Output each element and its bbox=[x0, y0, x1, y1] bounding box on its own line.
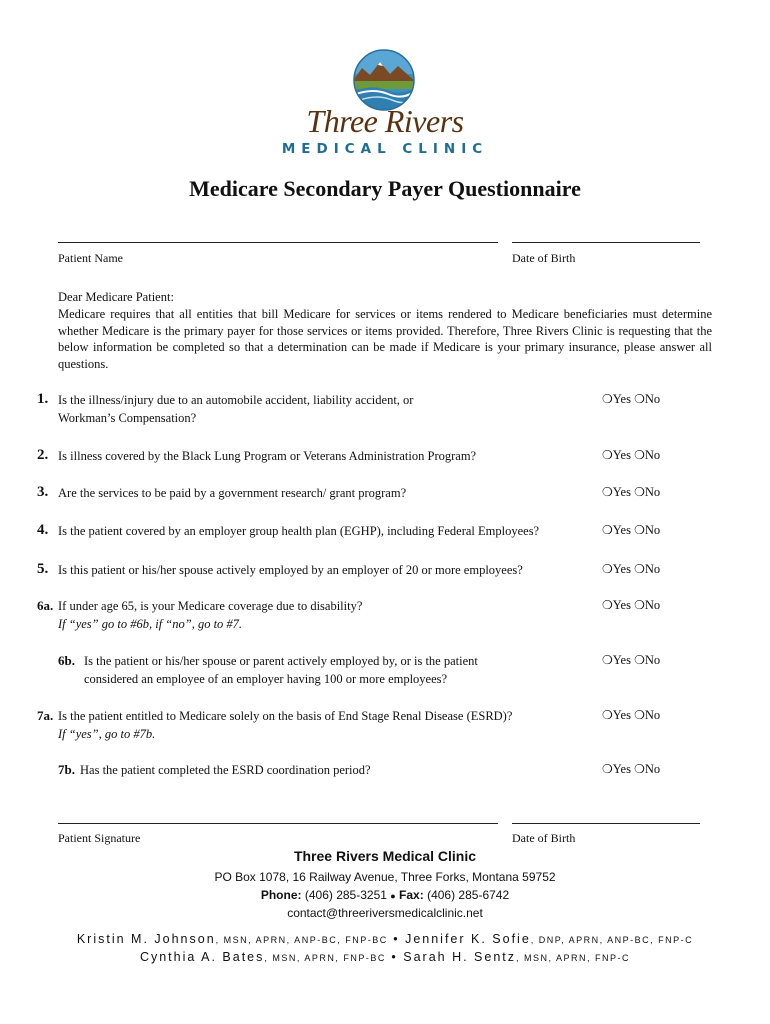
fax-number: (406) 285-6742 bbox=[427, 888, 510, 902]
no-radio[interactable] bbox=[634, 598, 660, 612]
radio-circle-icon: ❍ bbox=[602, 392, 613, 406]
page-title: Medicare Secondary Payer Questionnaire bbox=[189, 176, 581, 201]
question-text bbox=[58, 391, 578, 427]
staff-credentials: , DNP, APRN, ANP-BC, FNP-C bbox=[530, 935, 694, 945]
radio-circle-icon: ❍ bbox=[634, 523, 645, 537]
staff-line-2 bbox=[0, 950, 770, 964]
question-text: Is the patient covered by an employer group health plan (EGHP), including Federal Employees? bbox=[58, 524, 540, 538]
question-number: 7b. bbox=[58, 762, 75, 777]
question-number: 2. bbox=[37, 447, 49, 463]
yes-radio[interactable] bbox=[602, 708, 631, 722]
radio-circle-icon: ❍ bbox=[634, 598, 645, 612]
answer-options bbox=[602, 762, 660, 777]
radio-circle-icon: ❍ bbox=[602, 562, 613, 576]
no-radio[interactable] bbox=[634, 708, 660, 722]
answer-options bbox=[602, 562, 660, 577]
clinic-name: Three Rivers Medical Clinic bbox=[293, 848, 477, 864]
question-note: If “yes” go to #6b, if “no”, go to #7. bbox=[58, 617, 243, 631]
radio-circle-icon: ❍ bbox=[602, 523, 613, 537]
clinic-address: PO Box 1078, 16 Railway Avenue, Three Forks, Montana 59752 bbox=[214, 870, 556, 884]
answer-options bbox=[602, 708, 660, 723]
intro-paragraph: Medicare requires that all entities that bill Medicare for services or items rendered to Medicare beneficiaries must determine whether Medicare is the primary payer for those services or items provided. Therefore, Three Rivers Clinic is requesting that the below information be completed so that a determination can be made if Medicare is your primary insurance, please answer all questions. bbox=[58, 307, 712, 371]
question-line: If under age 65, is your Medicare coverage due to disability? bbox=[58, 599, 363, 613]
radio-circle-icon: ❍ bbox=[634, 708, 645, 722]
salutation: Dear Medicare Patient: bbox=[58, 290, 174, 304]
yes-label: Yes bbox=[612, 523, 631, 537]
no-radio[interactable] bbox=[634, 485, 660, 499]
staff-name: Kristin M. Johnson bbox=[76, 932, 216, 946]
bullet-separator: ● bbox=[390, 891, 396, 901]
question-line: Is the illness/injury due to an automobile accident, liability accident, or bbox=[58, 393, 414, 407]
answer-options bbox=[602, 523, 660, 538]
question-note: If “yes”, go to #7b. bbox=[58, 727, 156, 741]
staff-name: Jennifer K. Sofie bbox=[405, 932, 531, 946]
radio-circle-icon: ❍ bbox=[602, 653, 613, 667]
signature-dob-field[interactable] bbox=[512, 823, 700, 824]
staff-separator: • bbox=[391, 950, 398, 964]
answer-options bbox=[602, 392, 660, 407]
radio-circle-icon: ❍ bbox=[602, 598, 613, 612]
staff-credentials: , MSN, APRN, FNP-BC bbox=[264, 953, 386, 963]
no-radio[interactable] bbox=[634, 562, 660, 576]
phone-label: Phone: bbox=[260, 888, 302, 902]
no-label: No bbox=[644, 523, 661, 537]
yes-label: Yes bbox=[612, 562, 631, 576]
no-label: No bbox=[644, 762, 661, 776]
answer-options bbox=[602, 598, 660, 613]
yes-label: Yes bbox=[612, 448, 631, 462]
staff-credentials: , MSN, APRN, ANP-BC, FNP-BC bbox=[215, 935, 388, 945]
question-text: Are the services to be paid by a government research/ grant program? bbox=[58, 486, 407, 500]
logo-wordmark: Three Rivers bbox=[306, 103, 464, 139]
staff-credentials: , MSN, APRN, FNP-C bbox=[516, 953, 631, 963]
staff-line-1 bbox=[0, 932, 770, 946]
radio-circle-icon: ❍ bbox=[634, 448, 645, 462]
no-label: No bbox=[644, 392, 661, 406]
radio-circle-icon: ❍ bbox=[602, 708, 613, 722]
no-radio[interactable] bbox=[634, 762, 660, 776]
no-label: No bbox=[644, 598, 661, 612]
patient-name-label: Patient Name bbox=[58, 251, 123, 265]
question-line: Workman’s Compensation? bbox=[58, 411, 197, 425]
question-number: 4. bbox=[37, 522, 49, 538]
radio-circle-icon: ❍ bbox=[602, 762, 613, 776]
yes-label: Yes bbox=[612, 392, 631, 406]
question-number: 3. bbox=[37, 484, 49, 500]
yes-radio[interactable] bbox=[602, 523, 631, 537]
yes-label: Yes bbox=[612, 653, 631, 667]
yes-radio[interactable] bbox=[602, 762, 631, 776]
question-text bbox=[84, 652, 584, 688]
clinic-contact-line bbox=[0, 888, 770, 902]
no-label: No bbox=[644, 708, 661, 722]
radio-circle-icon: ❍ bbox=[634, 562, 645, 576]
clinic-email[interactable]: contact@threeriversmedicalclinic.net bbox=[287, 906, 483, 920]
question-number: 7a. bbox=[37, 708, 54, 723]
no-label: No bbox=[644, 653, 661, 667]
patient-signature-field[interactable] bbox=[58, 823, 498, 824]
no-label: No bbox=[644, 562, 661, 576]
question-text: Is this patient or his/her spouse actively employed by an employer of 20 or more employees? bbox=[58, 563, 523, 577]
question-number: 6a. bbox=[37, 598, 54, 613]
answer-options bbox=[602, 485, 660, 500]
answer-options bbox=[602, 653, 660, 668]
radio-circle-icon: ❍ bbox=[634, 485, 645, 499]
no-radio[interactable] bbox=[634, 392, 660, 406]
question-text bbox=[58, 707, 598, 743]
logo-subtitle: MEDICAL CLINIC bbox=[281, 141, 489, 157]
clinic-logo bbox=[0, 42, 770, 167]
phone-number: (406) 285-3251 bbox=[304, 888, 387, 902]
staff-separator: • bbox=[393, 932, 400, 946]
question-line: Is the patient or his/her spouse or parent actively employed by, or is the patient bbox=[84, 654, 478, 668]
yes-label: Yes bbox=[612, 708, 631, 722]
radio-circle-icon: ❍ bbox=[602, 485, 613, 499]
yes-label: Yes bbox=[612, 762, 631, 776]
yes-radio[interactable] bbox=[602, 598, 631, 612]
dob-label: Date of Birth bbox=[512, 251, 576, 265]
question-number: 5. bbox=[37, 561, 49, 577]
yes-label: Yes bbox=[612, 485, 631, 499]
patient-name-field[interactable] bbox=[58, 242, 498, 243]
no-radio[interactable] bbox=[634, 523, 660, 537]
yes-radio[interactable] bbox=[602, 485, 631, 499]
no-radio[interactable] bbox=[634, 448, 660, 462]
question-number: 1. bbox=[37, 391, 49, 407]
yes-label: Yes bbox=[612, 598, 631, 612]
question-text: Has the patient completed the ESRD coordination period? bbox=[80, 763, 371, 777]
question-line: considered an employee of an employer having 100 or more employees? bbox=[84, 672, 448, 686]
no-label: No bbox=[644, 485, 661, 499]
no-radio[interactable] bbox=[634, 653, 660, 667]
radio-circle-icon: ❍ bbox=[634, 392, 645, 406]
question-number: 6b. bbox=[58, 653, 75, 668]
question-line: Is the patient entitled to Medicare solely on the basis of End Stage Renal Disease (ESRD)? bbox=[58, 709, 513, 723]
fax-label: Fax: bbox=[399, 888, 424, 902]
signature-dob-label: Date of Birth bbox=[512, 831, 576, 845]
radio-circle-icon: ❍ bbox=[634, 762, 645, 776]
yes-radio[interactable] bbox=[602, 562, 631, 576]
question-text: Is illness covered by the Black Lung Program or Veterans Administration Program? bbox=[58, 449, 477, 463]
staff-name: Cynthia A. Bates bbox=[139, 950, 265, 964]
no-label: No bbox=[644, 448, 661, 462]
patient-signature-label: Patient Signature bbox=[58, 831, 141, 845]
yes-radio[interactable] bbox=[602, 392, 631, 406]
staff-name: Sarah H. Sentz bbox=[403, 950, 517, 964]
yes-radio[interactable] bbox=[602, 653, 631, 667]
radio-circle-icon: ❍ bbox=[602, 448, 613, 462]
radio-circle-icon: ❍ bbox=[634, 653, 645, 667]
question-text bbox=[58, 597, 578, 633]
yes-radio[interactable] bbox=[602, 448, 631, 462]
answer-options bbox=[602, 448, 660, 463]
dob-field[interactable] bbox=[512, 242, 700, 243]
